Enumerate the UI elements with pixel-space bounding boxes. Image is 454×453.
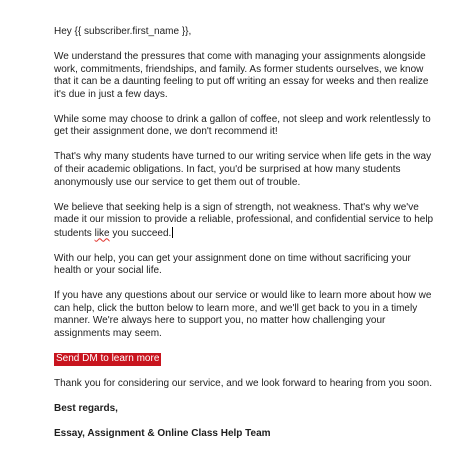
email-body-editor[interactable]: [54, 26, 440, 453]
spellcheck-flagged-word[interactable]: like: [94, 227, 110, 239]
greeting-line: Hey {{ subscriber.first_name }},: [54, 26, 192, 37]
paragraph-coffee: While some may choose to drink a gallon of coffee, not sleep and work relentlessly to get their assignment done, we don't recommend it!: [54, 113, 431, 138]
text-cursor: [172, 227, 173, 238]
signature: Essay, Assignment & Online Class Help Team: [54, 427, 271, 439]
send-dm-button[interactable]: Send DM to learn more: [56, 353, 160, 365]
paragraph-questions: If you have any questions about our service or would like to learn more about how we can help, click the button below to learn more, and we'll get back to you in a timely manner. We're always here to support you, no matter how challenging your assignments may seem.: [54, 290, 432, 340]
paragraph-mission: [54, 202, 440, 241]
paragraph-pressures: We understand the pressures that come with managing your assignments alongside work, commitments, friendships, and family. As former students ourselves, we know that it can be a daunting feeling to put off writing an essay for weeks and then realize it's due in just a few days.: [54, 50, 429, 100]
mission-text-start: We believe that seeking help is a sign of strength, not weakness. That's why we've made it our mission to provide a reliable, professional, and confidential service to help students: [54, 201, 434, 239]
cta-container: [54, 353, 440, 366]
mission-text-end: you succeed.: [109, 227, 172, 239]
paragraph-thank-you: Thank you for considering our service, and we look forward to hearing from you soon.: [54, 378, 432, 389]
paragraph-help: With our help, you can get your assignment done on time without sacrificing your health or your social life.: [54, 252, 411, 277]
signoff: Best regards,: [54, 402, 118, 414]
paragraph-writing-service: That's why many students have turned to our writing service when life gets in the way of their academic obligations. In fact, you'd be surprised at how many students anonymously use our service to get them out of trouble.: [54, 151, 432, 188]
